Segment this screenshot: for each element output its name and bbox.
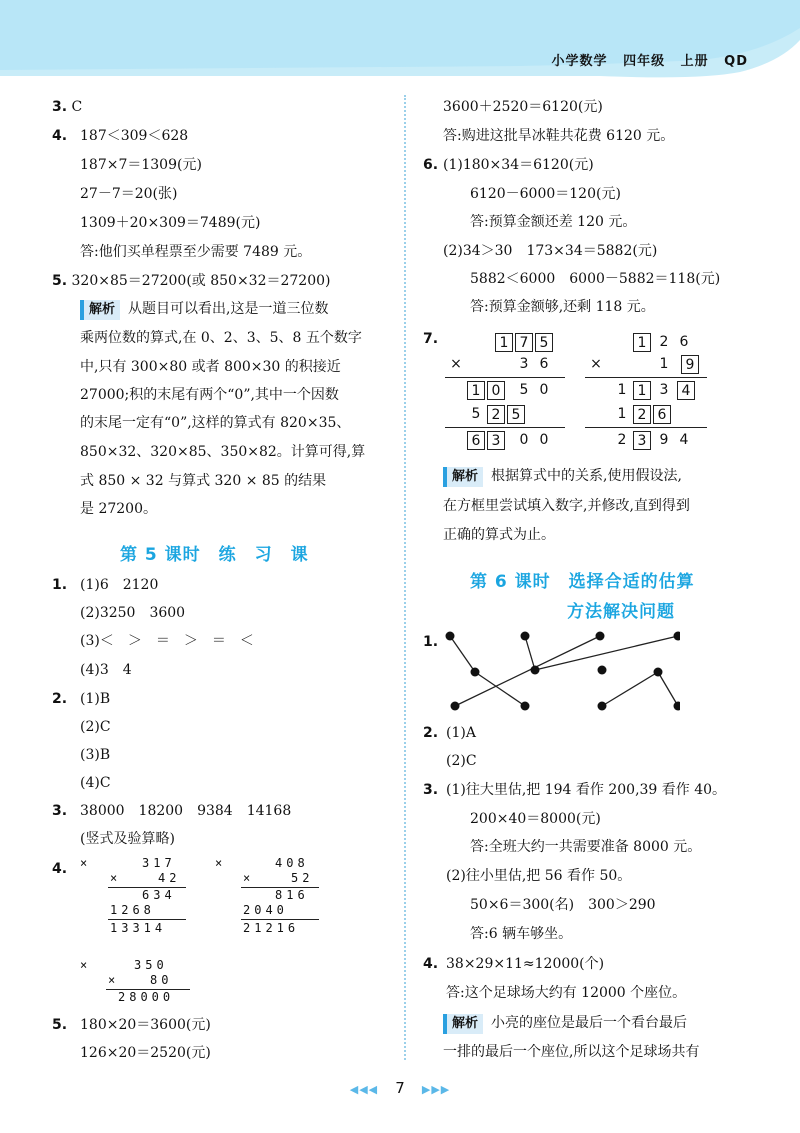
match-dot [596,632,605,641]
match-dot [598,702,607,711]
match-dot [446,632,455,641]
page-number: 7 [395,1079,405,1097]
q4-line: 答:他们买单程票至少需要 7489 元。 [80,244,312,260]
matching-diagram [430,620,680,720]
header-info [542,50,748,69]
q6-line: (1)180×34＝6120(元) [443,157,594,173]
l6q2-line: (2)C [446,753,477,769]
q6-line: 答:预算金额够,还剩 118 元。 [470,299,655,315]
match-dot [521,632,530,641]
analysis-2-line: 正确的算式为止。 [443,527,555,543]
analysis-2-first: 解析 根据算式中的关系,使用假设法, [443,467,682,487]
analysis-3-first: 解析 小亮的座位是最后一个看台最后 [443,1014,687,1034]
column-divider [404,95,406,1060]
header-edition: QD [724,54,748,69]
l6q3-line: 200×40＝8000(元) [470,811,601,827]
match-dot [521,702,530,711]
analysis-2-line: 在方框里尝试填入数字,并修改,直到得到 [443,498,690,514]
q7-num: 7. [423,331,439,347]
l6q3-line: (2)往小里估,把 56 看作 50。 [446,868,632,884]
q6-line: 6120－6000＝120(元) [470,186,621,202]
l5q4-num: 4. [52,861,68,877]
l6q2-line: (1)A [446,725,476,741]
l5q2-line: (3)B [80,747,111,763]
l6q4-line: 答:这个足球场大约有 12000 个座位。 [446,985,687,1001]
q5: 5. 320×85＝27200(或 850×32＝27200) [52,273,331,289]
match-dot [531,666,540,675]
l6q3-num: 3. [423,782,439,798]
l6q3-line: 答:全班大约一共需要准备 8000 元。 [470,839,702,855]
q4-line: 27－7＝20(张) [80,186,178,202]
match-dot [451,702,460,711]
l5q2-line: (4)C [80,775,111,791]
header-volume: 上册 [680,54,709,69]
l5q3-line: 38000 18200 9384 14168 [80,803,292,819]
l5q2-line: (2)C [80,719,111,735]
cross-mark: × [80,856,92,870]
l5q2-num: 2. [52,691,68,707]
q6-line: (2)34＞30 173×34＝5882(元) [443,243,658,259]
q6-line: 答:预算金额还差 120 元。 [470,214,637,230]
l5q1-num: 1. [52,577,68,593]
analysis-1-line: 中,只有 300×80 或者 800×30 的积接近 [80,359,341,375]
analysis-tag: 解析 [80,300,120,320]
right-arrows-icon: ▶▶▶ [421,1083,451,1096]
l6q2-num: 2. [423,725,439,741]
analysis-1-line: 27000;积的末尾有两个“0”,其中一个因数 [80,387,339,403]
l5q2-line: (1)B [80,691,111,707]
l5q5-line: 180×20＝3600(元) [80,1017,211,1033]
l5q1-line: (3)＜ ＞ ＝ ＞ ＝ ＜ [80,633,254,649]
l5q5-line: 126×20＝2520(元) [80,1045,211,1061]
l5q1-line: (2)3250 3600 [80,605,186,621]
cont-line: 3600＋2520＝6120(元) [443,99,603,115]
q4-line: 187×7＝1309(元) [80,157,202,173]
lesson-5-title: 第 5 课时 练 习 课 [120,545,309,565]
analysis-1-line: 是 27200。 [80,501,157,517]
analysis-tag: 解析 [443,1014,483,1034]
analysis-1-line: 850×32、320×85、350×82。计算可得,算 [80,444,366,460]
q6-line: 5882＜6000 6000－5882＝118(元) [470,271,721,287]
match-dot [674,702,681,711]
analysis-tag: 解析 [443,467,483,487]
q6-num: 6. [423,157,439,173]
analysis-1-line: 的末尾一定有“0”,这样的算式有 820×35、 [80,415,351,431]
match-dot [674,632,681,641]
l5q3-line: (竖式及验算略) [80,831,175,847]
l6q3-line: (1)往大里估,把 194 看作 200,39 看作 40。 [446,782,727,798]
l6q3-line: 答:6 辆车够坐。 [470,926,573,942]
analysis-1-line: 式 850 × 32 与算式 320 × 85 的结果 [80,473,327,489]
left-arrows-icon: ◀◀◀ [349,1083,379,1096]
header-grade: 四年级 [623,54,666,69]
l6q3-line: 50×6＝300(名) 300＞290 [470,897,656,913]
l5q5-num: 5. [52,1017,68,1033]
lesson-6-title: 第 6 课时 选择合适的估算 [470,572,695,592]
q4-line: 1309＋20×309＝7489(元) [80,215,261,231]
l5q1-line: (1)6 2120 [80,577,159,593]
q4-num: 4. [52,128,68,144]
analysis-1-line: 乘两位数的算式,在 0、2、3、5、8 五个数字 [80,330,362,346]
analysis-3-line: 一排的最后一个座位,所以这个足球场共有 [443,1044,700,1060]
cont-line: 答:购进这批旱冰鞋共花费 6120 元。 [443,128,675,144]
l6q4-num: 4. [423,956,439,972]
match-dot [471,668,480,677]
analysis-1-first: 解析 从题目可以看出,这是一道三位数 [80,300,328,320]
l6q4-line: 38×29×11≈12000(个) [446,956,605,972]
l5q3-num: 3. [52,803,68,819]
page-footer [0,1078,800,1097]
match-dot [598,666,607,675]
q4-line: 187＜309＜628 [80,128,189,144]
l6q1-num: 1. [423,634,439,650]
header-subject: 小学数学 [551,54,608,69]
q3: 3. C [52,99,83,115]
lesson-6-title-cont: 方法解决问题 [567,602,675,622]
l5q1-line: (4)3 4 [80,662,132,678]
match-dot [654,668,663,677]
